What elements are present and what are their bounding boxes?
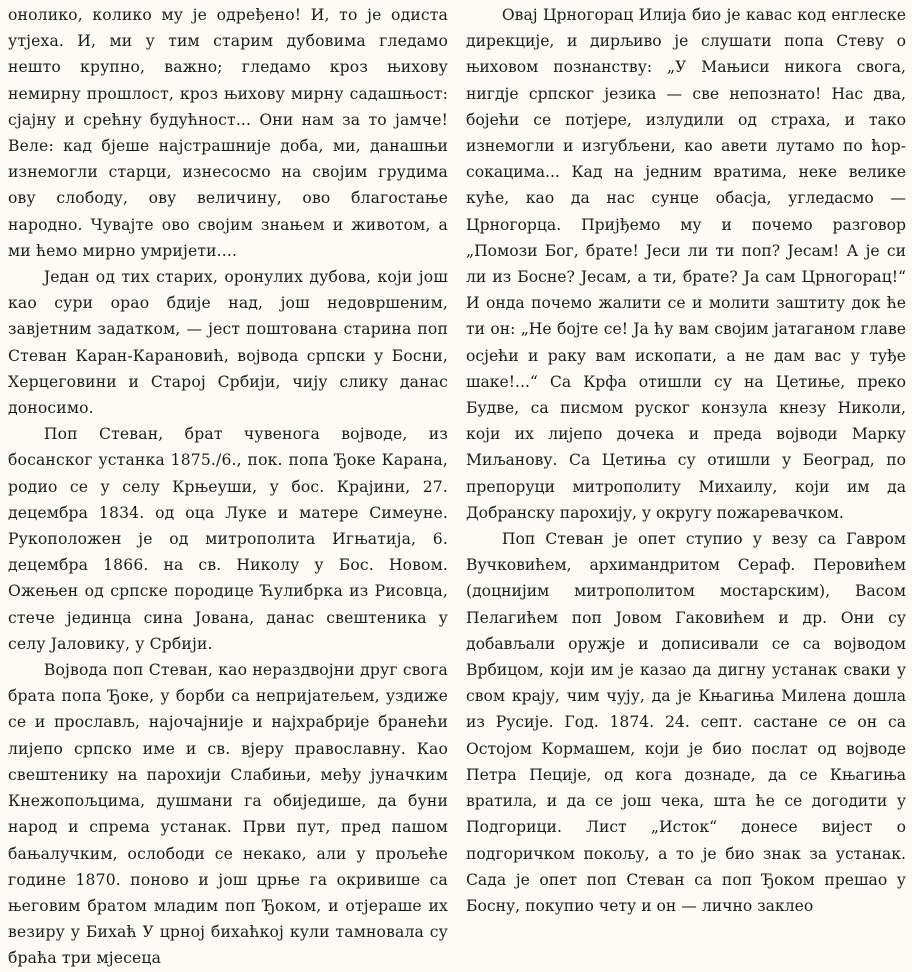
paragraph: онолико, колико му је одређено! И, то је одиста утјеха. И, ми у тим старим дубовима гледамо нешто крупно, важно; гледамо кроз њихову немирну прошлост, кроз њихову мирну садашњост: сјајну и срећну будућност... Они нам за то јамче! Веле: кад бјеше најстрашније доба, ми, данашњи изнемогли старци, изнесосмо на својим грудима ову слободу, ову величину, ово благостање народно. Чувајте ово својим знањем и животом, а ми ћемо мирно умријети.... (8, 6, 448, 260)
right-column (466, 2, 906, 915)
left-column (8, 2, 448, 968)
paragraph: Овај Црногорац Илија био је кавас код енглеске дирекције, и дирљиво је слушати попа Стеву о њиховом познанству: „У Мањиси никога свога, нигдје српског језика — све непознато! Нас два, бојећи се потјере, излудили од страха, и тако изнемогли и изгубљени, као авети лутамо по ћор-сокацима... Кад на једним вратима, неке велике куће, као да нас сунце обасја, угледасмо — Црногорца. Пријђемо му и почемо разговор „Помози Бог, брате! Јеси ли ти поп? Јесам! А је си ли из Босне? Јесам, а ти, брате? Ја сам Црногорац!“ И онда почемо жалити се и молити заштиту док ће ти он: „Не бојте се! Ја ћу вам својим јатаганом главе осјећи и раку вам ископати, а не дам вас у туђе шаке!...“ Са Крфа отишли су на Цетиње, преко Будве, са писмом руског конзула кнезу Николи, који их лијепо дочека и преда војводи Марку Миљанову. Са Цетиња су отишли у Београд, по препоруци митрополиту Михаилу, који им да Добранску парохију, у округу пожаревачком. (466, 6, 906, 522)
paragraph: Војвода поп Стеван, као нераздвојни друг свога брата попа Ђоке, у борби са непријатељем, уздиже се и прослављ, најочајније и најхрабрије бранећи лијепо српско име и св. вјеру православну. Као свештенику на парохији Слабињи, међу јуначким Кнежопољцима, душмани га обиједише, да буни народ и спрема устанак. Први пут, пред пашом бањалучким, ослободи се некако, али у прољеће године 1870. поново и још црње га окривише са његовим братом младим поп Ђоком, и отјераше их везиру у Бихаћ У црној бихаћкој кули тамновала су браћа три мјесеца (8, 661, 448, 968)
paragraph: Поп Стеван је опет ступио у везу са Гавром Вучковићем, архимандритом Сераф. Перовићем (доцнијим митрополитом мостарским), Васом Пелагићем поп Јовом Гаковићем и др. Они су добављали оружје и дописивали се са војводом Врбицом, који им је казао да дигну устанак сваки у свом крају, чим чују, да је Књагиња Милена дошла из Русије. Год. 1874. 24. септ. састане се он са Остојом Кормашем, који је био послат од војводе Петра Пеције, од кога дознаде, да се Књагиња вратила, и да се још чека, шта ће се догодити у Подгорици. Лист „Исток“ донесе вијест о подгоричком покољу, а то је био знак за устанак. Сада је опет поп Стеван са поп Ђоком прешао у Босну, покупио чету и он — лично заклео (466, 530, 906, 915)
paragraph: Поп Стеван, брат чувенога војводе, из босанског устанка 1875./6., пок. попа Ђоке Карана, родио се у селу Крњеуши, у бос. Крајини, 27. децембра 1834. од оца Луке и матере Симеуне. Рукоположен је од митрополита Игњатија, 6. децембра 1866. на св. Николу у Бос. Новом. Ожењен од српске породице Ћулибрка из Рисовца, стече јединца сина Јована, данас свештеника у селу Јаловику, у Србији. (8, 425, 448, 653)
paragraph: Један од тих старих, оронулих дубова, који још као сури орао бдије над, још недовршеним, завјетним задатком, — јест поштована старина поп Стеван Каран-Карановић, војвода српски у Босни, Херцеговини и Старој Србији, чију слику данас доносимо. (8, 268, 448, 418)
